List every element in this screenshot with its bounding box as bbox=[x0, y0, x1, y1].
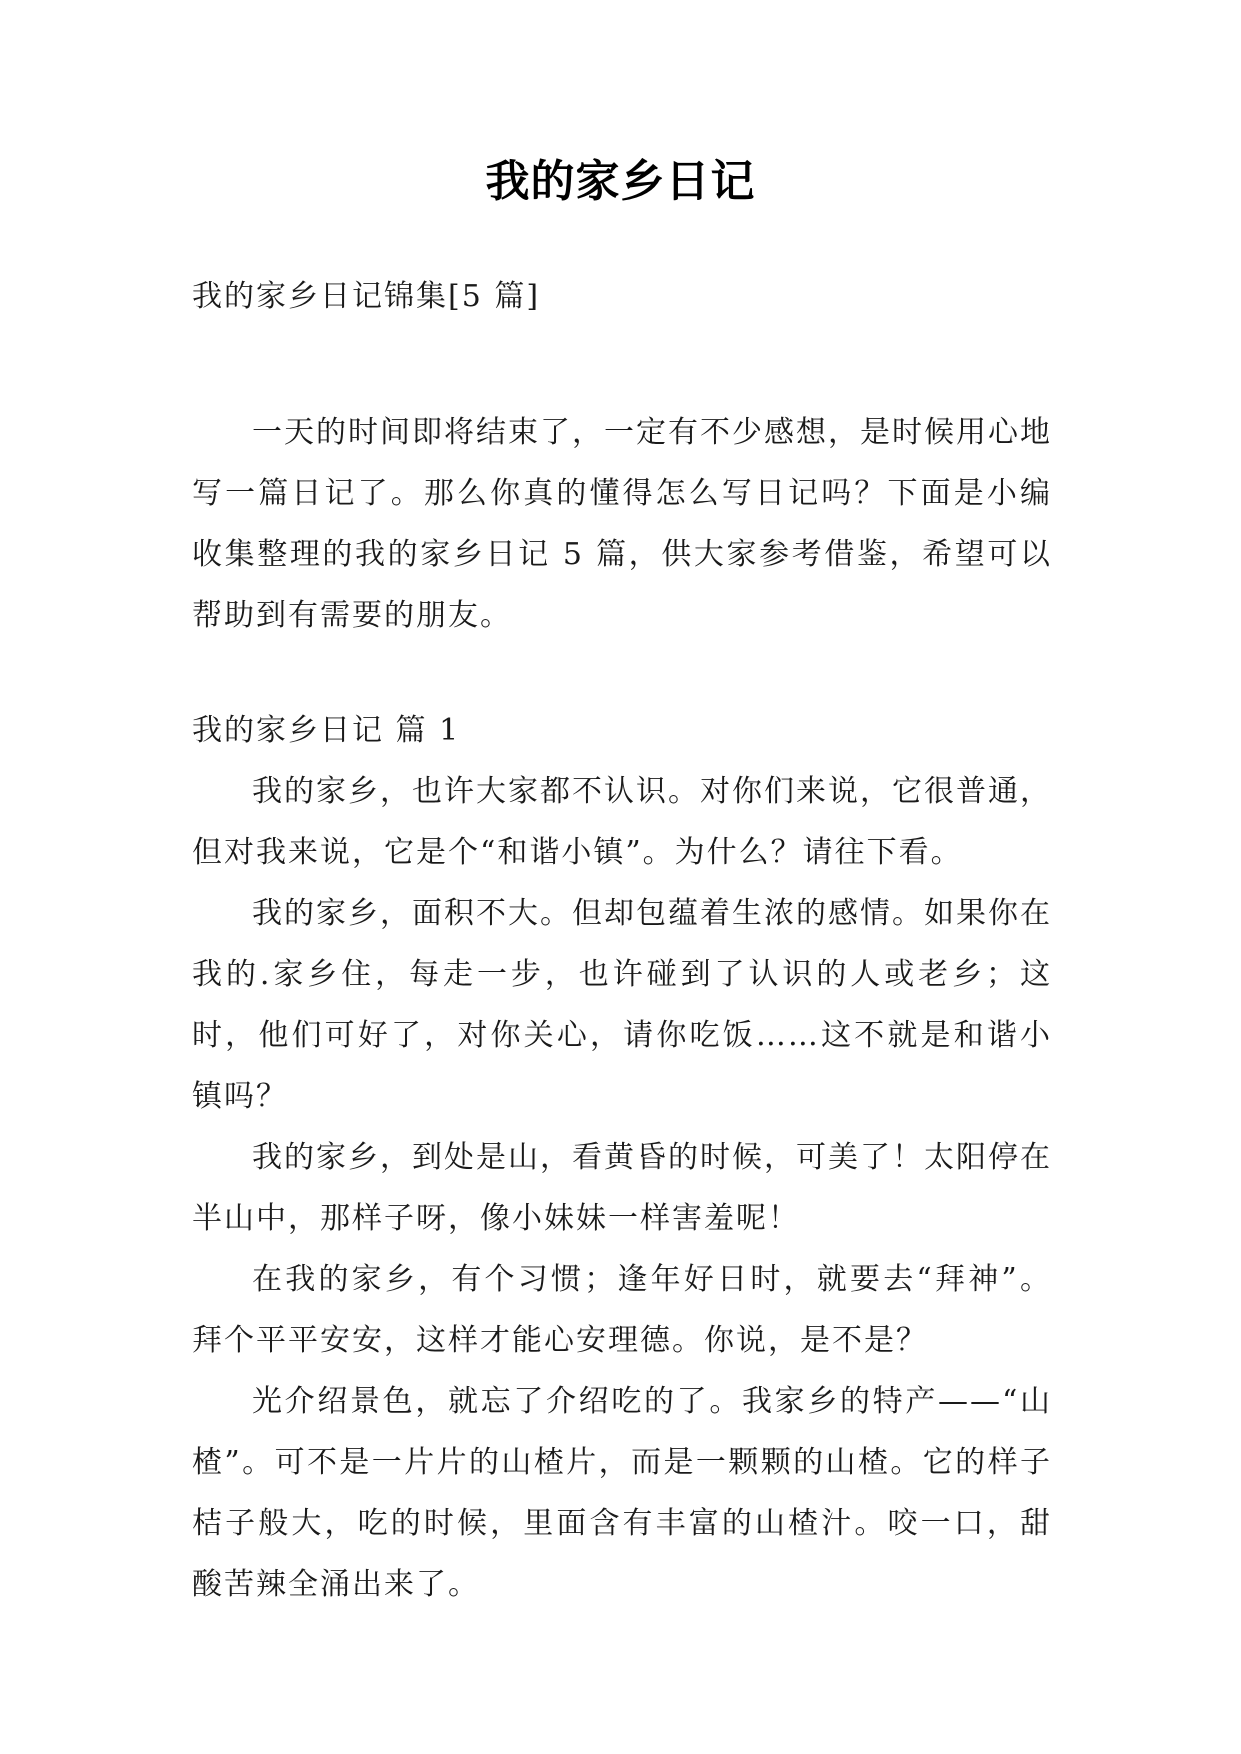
article-section-1 bbox=[192, 700, 1052, 1615]
document-title: 我的家乡日记 bbox=[485, 156, 756, 207]
document-subtitle: 我的家乡日记锦集[5 篇] bbox=[192, 279, 541, 314]
section-heading: 我的家乡日记 篇 1 bbox=[192, 713, 461, 748]
section-paragraph-3: 我的家乡，到处是山，看黄昏的时候，可美了！太阳停在半山中，那样子呀，像小妹妹一样害羞呢！ bbox=[192, 1140, 1052, 1236]
intro-paragraph: 一天的时间即将结束了，一定有不少感想，是时候用心地写一篇日记了。那么你真的懂得怎么写日记吗？下面是小编收集整理的我的家乡日记 5 篇，供大家参考借鉴，希望可以帮助到有需要的朋友。 bbox=[192, 415, 1052, 633]
section-paragraph-2: 我的家乡，面积不大。但却包蕴着生浓的感情。如果你在我的.家乡住，每走一步，也许碰到了认识的人或老乡；这时，他们可好了，对你关心，请你吃饭……这不就是和谐小镇吗？ bbox=[192, 896, 1052, 1114]
section-paragraph-5: 光介绍景色，就忘了介绍吃的了。我家乡的特产——“山楂”。可不是一片片的山楂片，而是一颗颗的山楂。它的样子桔子般大，吃的时候，里面含有丰富的山楂汁。咬一口，甜酸苦辣全涌出来了。 bbox=[192, 1384, 1052, 1602]
section-paragraph-4: 在我的家乡，有个习惯；逢年好日时，就要去“拜神”。拜个平平安安，这样才能心安理德。你说，是不是？ bbox=[192, 1262, 1052, 1358]
section-paragraph-1: 我的家乡，也许大家都不认识。对你们来说，它很普通，但对我来说，它是个“和谐小镇”。为什么？请往下看。 bbox=[192, 774, 1052, 870]
intro-section bbox=[192, 402, 1052, 646]
